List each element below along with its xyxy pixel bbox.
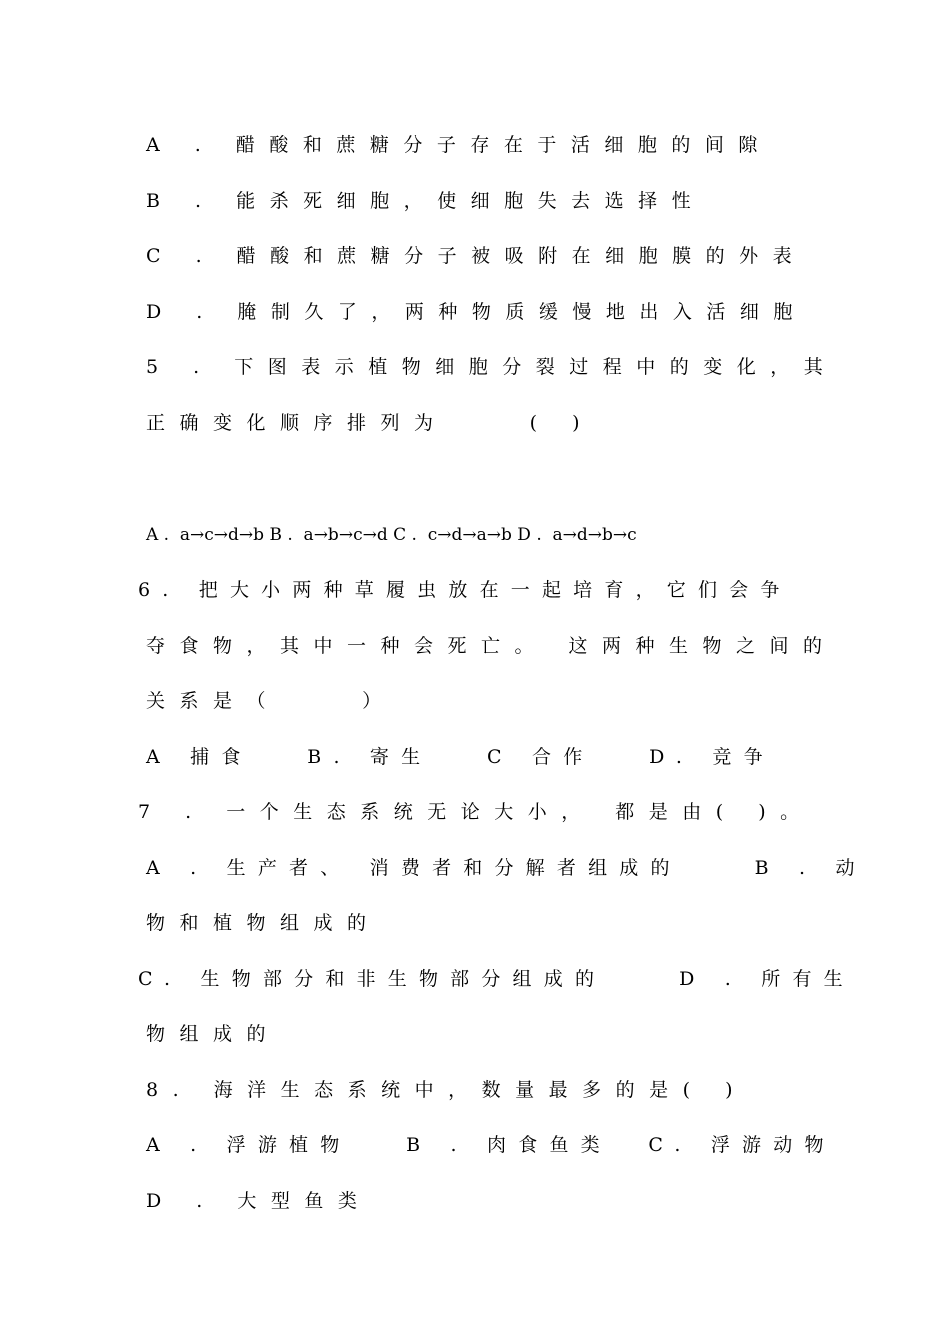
question-4-option-b: B . 能杀死细胞，使细胞失去选择性 <box>146 190 706 212</box>
question-8-options-line-1: A . 浮游植物 B . 肉食鱼类 C. 浮游动物 <box>146 1134 836 1156</box>
question-4-option-c: C . 醋酸和蔗糖分子被吸附在细胞膜的外表 <box>146 245 807 267</box>
question-7-stem: 7 . 一个生态系统无论大小， 都是由( )。 <box>138 801 814 823</box>
question-7-options-line-4: 物组成的 <box>146 1023 281 1045</box>
question-4-option-d: D . 腌制久了，两种物质缓慢地出入活细胞 <box>146 301 807 323</box>
question-8-options-line-2: D . 大型鱼类 <box>146 1190 372 1212</box>
question-5-options: A . a→c→d→b B . a→b→c→d C . c→d→a→b D . a→d→b→c <box>146 525 637 545</box>
question-6-stem-line-1: 6. 把大小两种草履虫放在一起培育，它们会争 <box>138 579 792 601</box>
question-6-stem-line-3: 关系是（ ） <box>146 690 396 712</box>
question-7-options-line-1: A . 生产者、 消费者和分解者组成的 B . 动 <box>146 857 867 879</box>
question-5-stem-line-1: 5 . 下图表示植物细胞分裂过程中的变化，其 <box>146 356 838 378</box>
question-4-option-a: A . 醋酸和蔗糖分子存在于活细胞的间隙 <box>146 134 772 156</box>
question-6-stem-line-2: 夺食物，其中一种会死亡。 这两种生物之间的 <box>146 635 837 657</box>
question-6-options: A 捕食 B. 寄生 C 合作 D. 竞争 <box>146 746 775 768</box>
question-7-options-line-3: C. 生物部分和非生物部分组成的 D . 所有生 <box>138 968 855 990</box>
question-7-options-line-2: 物和植物组成的 <box>146 912 381 934</box>
question-8-stem: 8. 海洋生态系统中，数量最多的是( ) <box>146 1079 748 1101</box>
question-5-stem-line-2: 正确变化顺序排列为 ( ) <box>146 412 595 434</box>
